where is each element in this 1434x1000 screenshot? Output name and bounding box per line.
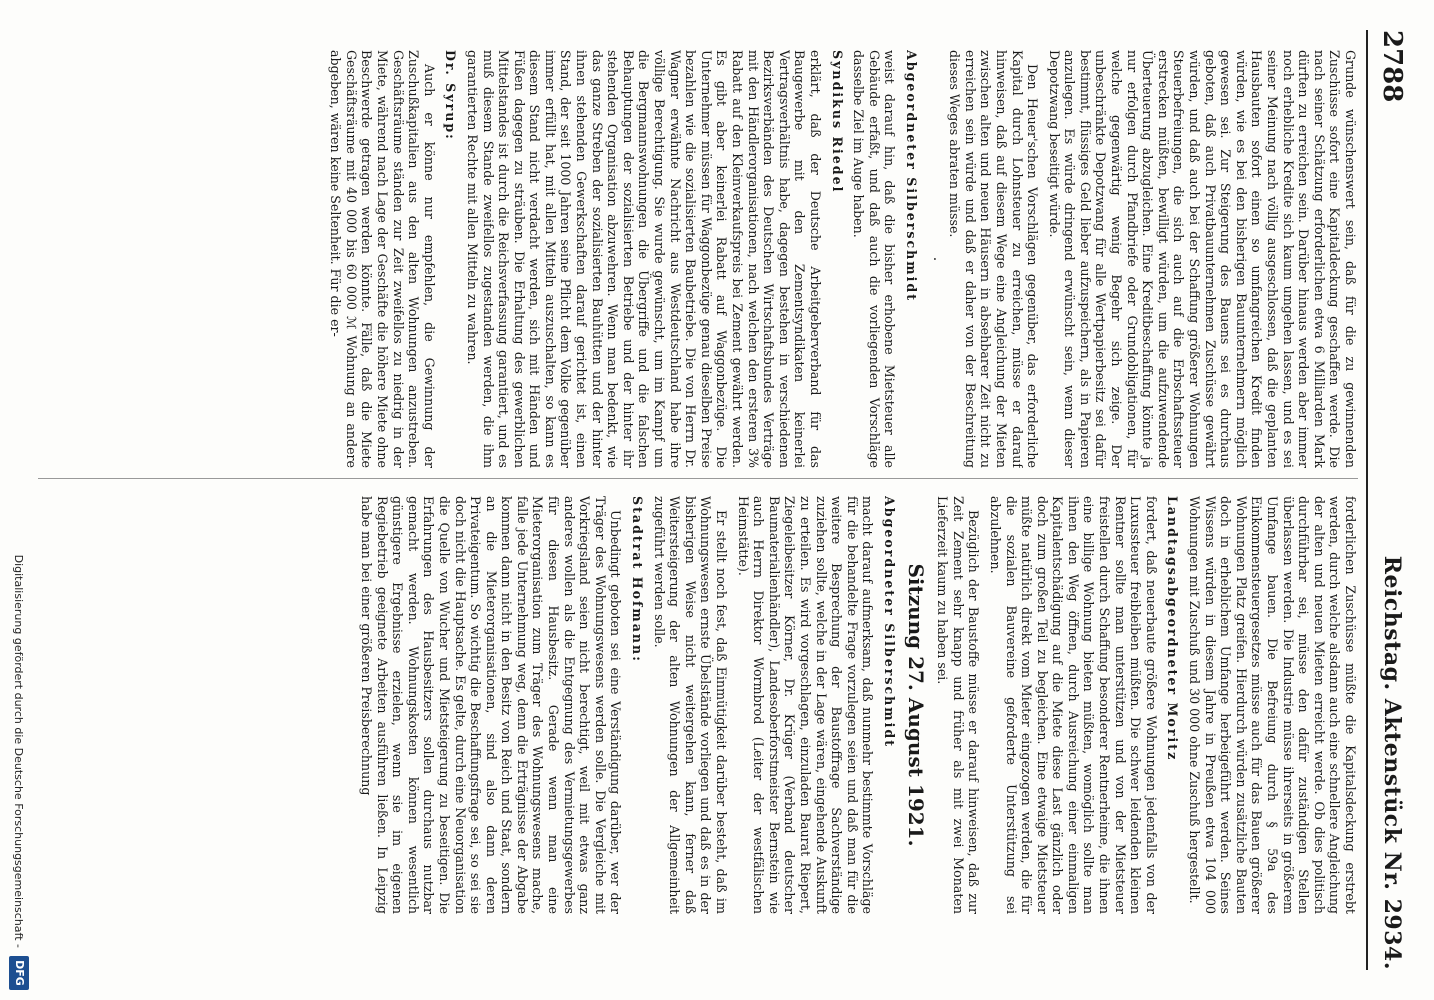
page-header <box>1370 30 1414 970</box>
speaker-block <box>1165 496 1181 914</box>
paragraph: macht darauf aufmerksam, daß nunmehr bestimmte Vorschläge für die behandelte Frage vorzulegen seien und daß man für die weitere Besprechung der Baustoffrage Sachverständige zuziehen sollte, welche in der Lage wären, eingehende Auskunft zu erteilen. Es wird vorgeschlagen, einzuladen Baurat Riepert, Ziegeleibesitzer Körner, Dr. Krüger (Verband deutscher Baumaterialienhändler), Landesoberforstmeister Bernstein wie auch Herrn Direktor Wormbrod (Leiter der westfälischen Heimstätte). <box>735 496 876 914</box>
dfg-logo: DFG <box>9 956 29 990</box>
running-head: Reichstag. Aktenstück Nr. 2934. <box>1379 555 1405 970</box>
paragraph: Bezüglich der Baustoffe müsse er darauf hinweisen, daß zur Zeit Zement sehr knapp und früher als mit zwei Monaten Lieferzeit kaum zu haben sei. <box>935 496 982 914</box>
speaker-block <box>881 496 897 914</box>
section-mark: · <box>925 256 942 262</box>
paragraph: forderlichen Zuschüsse müßte die Kapitalsdeckung erstrebt werden, durch welche alsdann auch eine schnellere Angleichung der alten und neuen Mieten erreicht werde. Ob dies politisch durchführbar sei, müsse den dafür zuständigen Stellen überlassen werden. Die Industrie müsse ihrerseits in größerem Umfange bauen. Die Befreiung durch § 59a des Einkommensteuergesetzes müsse auch für das Bauen größerer Wohnungen Platz greifen. Hierdurch würden zusätzliche Bauten doch in erheblichem Umfange herbeigeführt werden. Seines Wissens würden in diesem Jahre in Preußen etwa 104 000 Wohnungen mit Zuschuß und 30 000 ohne Zuschuß hergestellt. <box>1187 496 1358 914</box>
paragraph: Grunde wünschenswert sein, daß für die zu gewinnenden Zuschüsse sofort eine Kapitaldeckung geschaffen werde. Die nach seiner Schätzung erforderlichen etwa 6 Milliarden Mark dürften zu erreichen sein. Darüber hinaus werden aber immer noch erhebliche Kredite sich kaum umgehen lassen, und es sei seiner Meinung nach völlig ausgeschlossen, daß die geplanten Hausbauten sofort einen so umfangreichen Kredit finden würden, wie es bei den bisherigen Bauunternehmern möglich gewesen sei. Zur Steigerung des Bauens sei es durchaus geboten, daß auch Privatbauunternehmen Zuschüsse gewährt würden, und daß auch bei der Schaffung größerer Wohnungen Steuerbefreiungen, die sich auch auf die Erbschaftssteuer erstrecken müßten, bewilligt würden, um die aufzuwendende Überteuerung abzugleichen. Eine Kreditbeschaffung könnte ja nur erfolgen durch Pfandbriefe oder Grundobligationen, für welche gegenwärtig wenig Begehr sich zeige. Der unbeschränkte Depotzwang für alle Wertpapierbesitz sei dafür bestimmt, flüssiges Geld lieber aufzuspeichern, als in Papieren anzulegen. Es würde dringend erwünscht sein, wenn dieser Depotzwang beseitigt würde. <box>1046 50 1358 468</box>
speaker-name: Dr. Syrup: <box>443 50 459 141</box>
speaker-name: Abgeordneter Silberschmidt <box>903 50 919 303</box>
speaker-block <box>829 50 845 468</box>
paragraph: Auch er könne nur empfehlen, die Gewinnung der Zuschußkapitalien aus den alten Wohnungen anzustreben. Geschäftsräume ständen zur Zeit zweifellos zu niedrig in der Miete, während nach Lage der Geschäfte die höhere Miete ohne Beschwerde getragen werden könnte. Fälle, daß die Miete Geschäftsräume mit 40 000 bis 60 000 ℳ Wohnung an andere abgeben, wären keine Seltenheit. Für die er- <box>328 50 437 468</box>
speaker-block <box>629 496 645 914</box>
session-heading: Sitzung 27. August 1921. <box>903 563 928 847</box>
right-column <box>18 496 1358 914</box>
speaker-name: Landtagsabgeordneter Moritz <box>1165 496 1181 762</box>
page-footer <box>2 0 36 1000</box>
speaker-name: Abgeordneter Silberschmidt <box>881 496 897 749</box>
paragraph: weist darauf hin, daß die bisher erhobene Mietsteuer alle Gebäude erfaßt, und daß auch die vorliegenden Vorschläge dasselbe Ziel im Auge haben. <box>851 50 898 468</box>
left-column <box>58 50 1358 468</box>
digitization-credit: Digitalisierung gefördert durch die Deutsche Forschungsgemeinschaft - <box>12 554 26 948</box>
paragraph: Er stellt noch fest, daß Einmütigkeit darüber besteht, daß im Wohnungswesen ernste Übelstände vorliegen und daß es in der bisherigen Weise nicht weitergehen kann, ferner daß Weitersteigerung der alten Wohnungen der Allgemeinheit zugeführt werden solle. <box>651 496 730 914</box>
speaker-block <box>903 50 919 468</box>
header-rule <box>1366 30 1368 970</box>
paragraph: Unbedingt geboten sei eine Verständigung darüber, wer der Träger des Wohnungswesens werden solle. Die Vergleiche mit Vorkriegsland seien nicht berechtigt, weil mit etwas ganz anderes wollen als die Entgegnung des Vermietungsgewerbes für diesen Hausbesitz. Gerade wenn man eine Mieterorganisation zum Träger des Wohnungswesens mache, falle jede Unternehmung weg, denn die Erträgnisse der Abgabe kommen dann nicht in den Besitz von Reich und Staat, sondern an die Mieterorganisationen, sind also dann deren Privateigentum. So wichtig die Beschaffungsfrage sei, so sei sie doch nicht die Hauptsache. Es gelte, durch eine Neuorganisation die Quelle von Wucher und Mietsteigerung zu beseitigen. Die Erfahrungen des Hausbesitzers sollen durchaus nutzbar gemacht werden. Wohnungskosten können wesentlich günstigere Ergebnisse erzielen, wenn sie im eigenen Regiebetrieb geeignete Arbeiten ausführen ließen. In Leipzig habe man bei einer größeren Preisberechnung <box>358 496 624 914</box>
speaker-name: Syndikus Riedel <box>829 50 845 194</box>
page-number: 2788 <box>1377 30 1407 103</box>
paragraph: erklärt, daß der Deutsche Arbeitgeberverband für das Baugewerbe mit den Zementsyndikaten keinerlei Vertragsverhältnis habe, dagegen bestehen in verschiedenen Bezirksverbänden des Deutschen Wirtschaftsbundes Verträge mit den Händlerorganisationen, nach welchen den ersteren 3% Rabatt auf den Kleinverkaufspreis bei Zement gewährt werden. Es gibt aber keinerlei Rabatt auf Waggonbezüge. Die Unternehmer müssen für Waggonbezüge genau dieselben Preise bezahlen wie die sozialisierten Baubetriebe. Die von Herrn Dr. Wagner erwähnte Nachricht aus Westdeutschland habe ihre völlige Berechtigung. Sie wurde gewünscht, um im Kampf um die Bergmannswohnungen die Übergriffe und die falschen Behauptungen der sozialisierten Betriebe und der hinter ihr stehenden Organisation abzuwehren. Wenn man bedenkt, wie das ganze Streben der sozialisierten Bauhütten und der hinter ihnen stehenden Gewerkschaften darauf gerichtet ist, einen Stand, der seit 1000 Jahren seine Pflicht dem Volke gegenüber immer erfüllt hat, mit allen Mitteln auszuschalten, so kann es diesem Stand nicht verdacht werden, sich mit Händen und Füßen dagegen zu sträuben. Die Erhaltung des gewerblichen Mittelstandes ist durch die Reichsverfassung garantiert, und es muß diesem Stande zweifellos zugestanden werden, die ihm garantierten Rechte mit allen Mitteln zu wahren. <box>464 50 823 468</box>
speaker-block <box>443 50 459 468</box>
paragraph: Den Heuer'schen Vorschlägen gegenüber, das erforderliche Kapital durch Lohnsteuer zu erreichen, müsse er darauf hinweisen, daß auf diesem Wege eine Angleichung der Mieten zwischen alten und neuen Häusern in absehbarer Zeit nicht zu erreichen sein würde und daß er daher von der Beschreitung dieses Weges abraten müsse. <box>947 50 1041 468</box>
paragraph: fordert, daß neuerbaute größere Wohnungen jedenfalls von der Luxussteuer freibleiben müßten. Die schwer leidenden kleinen Rentner sollte man unterstützen und von der Mietsteuer freistellen durch Schaffung besonderer Rentnerheime, die ihnen eine billige Wohnung bieten müßten, womöglich sollte man ihnen den Weg öffnen, durch Ausreichung einer einmaligen Kapitalentschädigung auf die Miete diese Last gänzlich oder doch zum großen Teil zu begleichen. Eine etwaige Mietsteuer müßte natürlich direkt vom Mieter eingezogen werden, die für die sozialen Bauvereine geforderte Unterstützung sei abzulehnen. <box>987 496 1159 914</box>
speaker-name: Stadtrat Hofmann: <box>630 496 646 663</box>
column-divider <box>38 478 1358 479</box>
